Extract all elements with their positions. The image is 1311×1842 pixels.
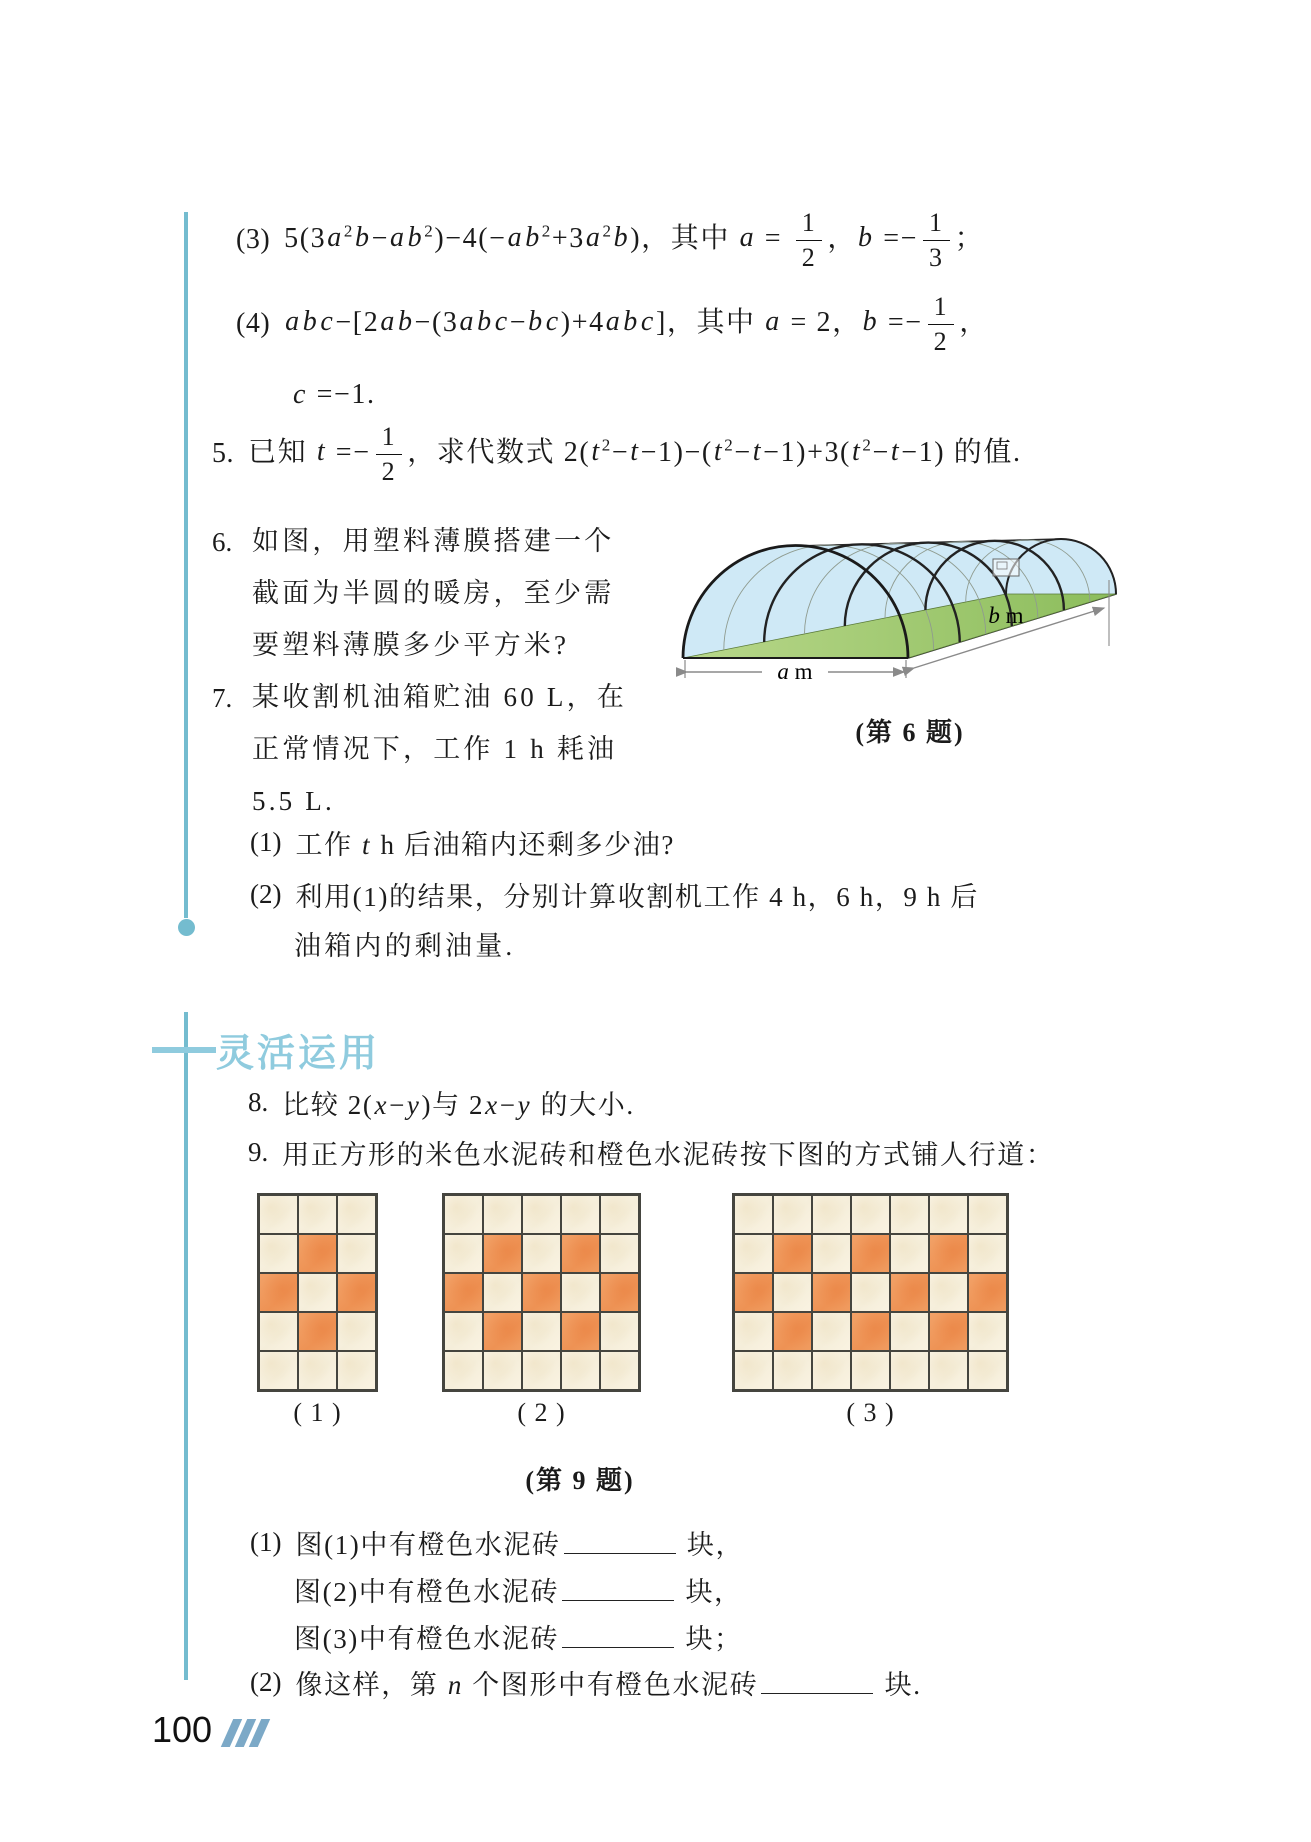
problem-9-sub-2 bbox=[250, 1658, 922, 1706]
tile-orange bbox=[601, 1274, 638, 1311]
problem-9-blank-line-1: 图(1)中有橙色水泥砖 块， bbox=[295, 1523, 744, 1562]
problem-9-sub-1a bbox=[250, 1518, 744, 1566]
problem-6-text bbox=[252, 515, 614, 671]
tile-orange bbox=[930, 1313, 967, 1350]
tile-orange bbox=[484, 1313, 521, 1350]
tile-beige bbox=[891, 1352, 928, 1389]
tile-orange bbox=[562, 1235, 599, 1272]
problem-7-sub-2-line-1: 利用(1)的结果，分别计算收割机工作 4 h，6 h，9 h 后 bbox=[295, 881, 979, 912]
section-header-tick bbox=[152, 1047, 216, 1053]
margin-line-dot bbox=[178, 919, 195, 936]
tile-grid-3-caption: ( 3 ) bbox=[846, 1398, 895, 1427]
problem-8-text: 比较 2(x−y)与 2x−y 的大小. bbox=[282, 1089, 635, 1120]
problem-9-blank-line-4: 像这样，第 n 个图形中有橙色水泥砖 块. bbox=[295, 1663, 921, 1702]
tile-beige bbox=[930, 1196, 967, 1233]
tile-orange bbox=[523, 1274, 560, 1311]
dim-a-label: a m bbox=[777, 659, 813, 684]
tile-beige bbox=[852, 1274, 889, 1311]
tile-grid-2 bbox=[442, 1193, 641, 1392]
problem-7-line-2: 正常情况下，工作 1 h 耗油 bbox=[252, 734, 618, 764]
tile-grid-1 bbox=[257, 1193, 378, 1392]
tile-orange bbox=[260, 1274, 297, 1311]
problem-4-number: (4) bbox=[236, 308, 271, 339]
tile-beige bbox=[523, 1235, 560, 1272]
tile-orange bbox=[299, 1235, 336, 1272]
tile-beige bbox=[445, 1313, 482, 1350]
tile-beige bbox=[484, 1196, 521, 1233]
tile-beige bbox=[891, 1196, 928, 1233]
tile-beige bbox=[484, 1274, 521, 1311]
problem-9-text: 用正方形的米色水泥砖和橙色水泥砖按下图的方式铺人行道： bbox=[282, 1139, 1055, 1170]
problem-9-blank-line-2: 图(2)中有橙色水泥砖 块， bbox=[294, 1570, 743, 1609]
tile-orange bbox=[338, 1274, 375, 1311]
problem-6-line-1: 如图，用塑料薄膜搭建一个 bbox=[252, 526, 615, 556]
page-footer bbox=[152, 1709, 264, 1750]
problem-7-sub-2 bbox=[250, 870, 979, 918]
problem-8 bbox=[248, 1078, 635, 1126]
tile-orange bbox=[774, 1235, 811, 1272]
tile-beige bbox=[735, 1196, 772, 1233]
tile-beige bbox=[930, 1352, 967, 1389]
problem-7-sub-1-text: 工作 t h 后油箱内还剩多少油? bbox=[295, 829, 675, 860]
figure-9-caption: (第 9 题) bbox=[525, 1466, 635, 1495]
tile-orange bbox=[774, 1313, 811, 1350]
problem-6-line-2: 截面为半圆的暖房，至少需 bbox=[252, 578, 615, 608]
problem-7-sub-1-number: (1) bbox=[250, 826, 282, 857]
tile-beige bbox=[969, 1313, 1006, 1350]
problem-3-number: (3) bbox=[236, 224, 271, 255]
tile-beige bbox=[299, 1274, 336, 1311]
tile-beige bbox=[813, 1352, 850, 1389]
margin-line-bottom bbox=[184, 1012, 188, 1680]
tile-beige bbox=[969, 1196, 1006, 1233]
tile-beige bbox=[260, 1235, 297, 1272]
problem-7-line-1: 某收割机油箱贮油 60 L，在 bbox=[252, 682, 627, 712]
tile-beige bbox=[523, 1313, 560, 1350]
tile-beige bbox=[299, 1352, 336, 1389]
tile-beige bbox=[260, 1313, 297, 1350]
tile-beige bbox=[260, 1196, 297, 1233]
tile-beige bbox=[774, 1196, 811, 1233]
tile-beige bbox=[562, 1352, 599, 1389]
problem-9-blank-line-3: 图(3)中有橙色水泥砖 块； bbox=[294, 1617, 743, 1656]
tile-orange bbox=[299, 1313, 336, 1350]
problem-6-line-3: 要塑料薄膜多少平方米? bbox=[252, 630, 570, 660]
problem-9 bbox=[248, 1128, 1054, 1176]
tile-orange bbox=[562, 1313, 599, 1350]
tile-beige bbox=[735, 1352, 772, 1389]
tile-orange bbox=[735, 1274, 772, 1311]
problem-9-sub-1c bbox=[294, 1612, 743, 1660]
problem-5-line bbox=[212, 412, 1022, 496]
problem-4-c-value: c =−1. bbox=[293, 379, 376, 410]
tile-orange bbox=[852, 1235, 889, 1272]
tile-beige bbox=[601, 1313, 638, 1350]
tile-beige bbox=[338, 1196, 375, 1233]
problem-3-expression: $5(3a^2b-ab^2)-4(-ab^2+3a^2b)$，其中 a = $\frac{1}{2}$ ，b =− $\frac{1}{3}$ ； bbox=[284, 207, 985, 272]
problem-9-number: 9. bbox=[248, 1136, 269, 1167]
tile-beige bbox=[601, 1235, 638, 1272]
tile-beige bbox=[813, 1196, 850, 1233]
tile-beige bbox=[523, 1196, 560, 1233]
figure-6-caption: (第 6 题) bbox=[855, 718, 965, 747]
tile-beige bbox=[891, 1235, 928, 1272]
dim-b-label: b m bbox=[988, 603, 1024, 628]
tile-orange bbox=[813, 1274, 850, 1311]
tile-beige bbox=[523, 1352, 560, 1389]
answer-blank bbox=[564, 1526, 676, 1554]
problem-7-number: 7. bbox=[212, 683, 233, 713]
tile-beige bbox=[852, 1196, 889, 1233]
tile-beige bbox=[338, 1313, 375, 1350]
greenhouse-figure bbox=[676, 520, 1138, 684]
tile-beige bbox=[445, 1352, 482, 1389]
problem-7-sub-2-cont bbox=[294, 922, 515, 970]
page-number: 100 bbox=[152, 1709, 213, 1750]
tile-beige bbox=[601, 1352, 638, 1389]
problem-6-number: 6. bbox=[212, 527, 233, 557]
problem-7-sub-1 bbox=[250, 818, 675, 866]
tile-beige bbox=[969, 1235, 1006, 1272]
problem-9-sub-1b bbox=[294, 1565, 743, 1613]
tile-beige bbox=[735, 1235, 772, 1272]
tile-orange bbox=[445, 1274, 482, 1311]
problem-4-expression: abc−[2ab−(3abc−bc)+4abc]，其中 a = 2，b =− $\frac{1}{2}$ ， bbox=[285, 291, 989, 356]
problem-3-line bbox=[236, 198, 984, 282]
answer-blank bbox=[761, 1666, 873, 1694]
tile-beige bbox=[969, 1352, 1006, 1389]
problem-4-line bbox=[236, 282, 989, 366]
tile-beige bbox=[445, 1196, 482, 1233]
tile-beige bbox=[338, 1352, 375, 1389]
answer-blank bbox=[562, 1573, 674, 1601]
problem-8-number: 8. bbox=[248, 1086, 269, 1117]
problem-5-number: 5. bbox=[212, 438, 234, 469]
problem-7-text bbox=[252, 671, 627, 827]
tile-beige bbox=[562, 1274, 599, 1311]
tile-beige bbox=[445, 1235, 482, 1272]
tile-beige bbox=[891, 1313, 928, 1350]
section-header: 灵活运用 bbox=[216, 1033, 381, 1075]
tile-beige bbox=[774, 1274, 811, 1311]
tile-beige bbox=[852, 1352, 889, 1389]
tile-beige bbox=[813, 1313, 850, 1350]
problem-9-sub-1-number: (1) bbox=[250, 1526, 282, 1557]
tile-beige bbox=[601, 1196, 638, 1233]
tile-grid-1-caption: ( 1 ) bbox=[293, 1398, 342, 1427]
tile-beige bbox=[260, 1352, 297, 1389]
problem-7-line-3: 5.5 L. bbox=[252, 786, 335, 816]
tile-orange bbox=[891, 1274, 928, 1311]
problem-7-sub-2-line-2: 油箱内的剩油量. bbox=[294, 931, 516, 961]
tile-orange bbox=[969, 1274, 1006, 1311]
tile-beige bbox=[299, 1196, 336, 1233]
margin-line-top bbox=[184, 212, 188, 918]
tile-beige bbox=[735, 1313, 772, 1350]
tile-beige bbox=[774, 1352, 811, 1389]
tile-beige bbox=[930, 1274, 967, 1311]
tile-grid-2-caption: ( 2 ) bbox=[517, 1398, 566, 1427]
answer-blank bbox=[562, 1620, 674, 1648]
problem-5-expression: 已知 t =− $\frac{1}{2}$ ，求代数式 $2(t^2-t-1)-(t^2-t-1)+3(t^2-t-1)$ 的值. bbox=[248, 421, 1022, 486]
problem-9-sub-2-number: (2) bbox=[250, 1666, 282, 1697]
tile-beige bbox=[562, 1196, 599, 1233]
tile-beige bbox=[484, 1352, 521, 1389]
problem-7-sub-2-number: (2) bbox=[250, 878, 282, 909]
tile-beige bbox=[813, 1235, 850, 1272]
tile-orange bbox=[484, 1235, 521, 1272]
page-slashes-icon bbox=[222, 1719, 264, 1747]
tile-grid-3 bbox=[732, 1193, 1009, 1392]
tile-orange bbox=[852, 1313, 889, 1350]
tile-beige bbox=[338, 1235, 375, 1272]
tile-orange bbox=[930, 1235, 967, 1272]
